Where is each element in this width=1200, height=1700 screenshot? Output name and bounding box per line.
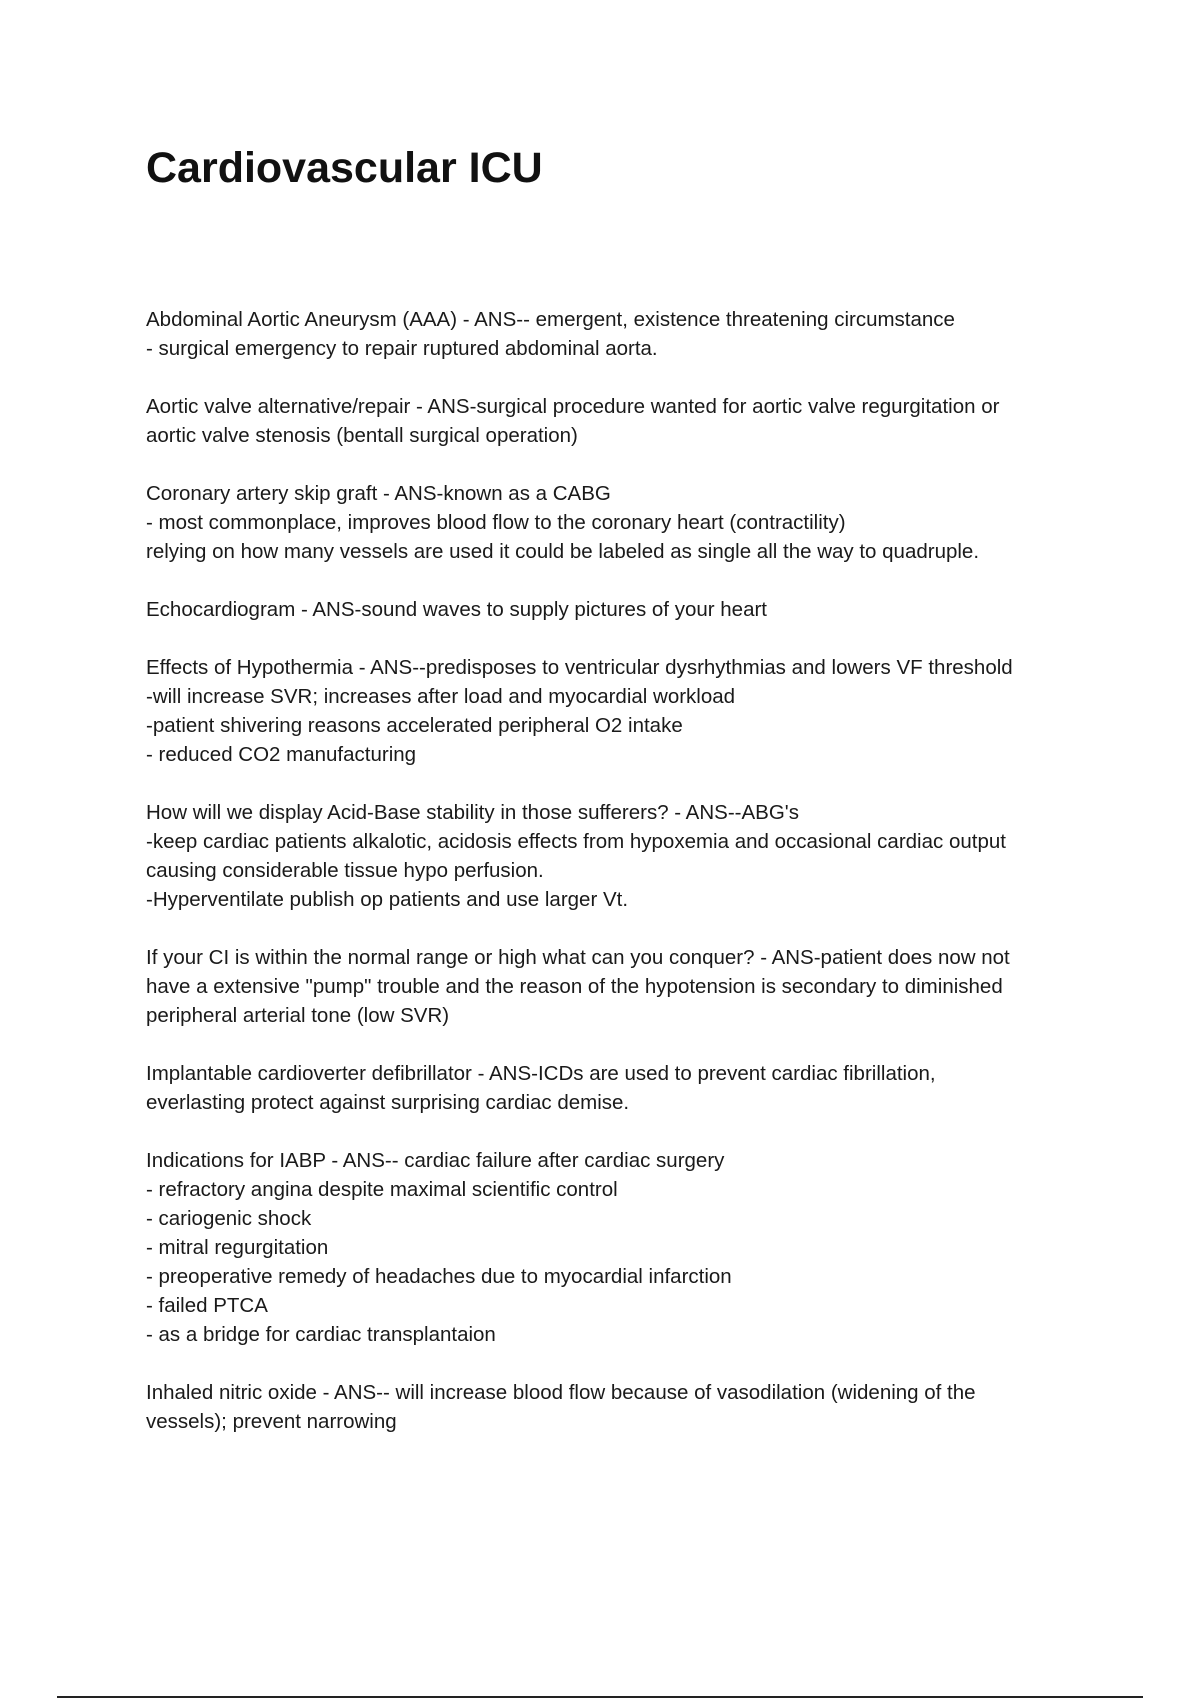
entry-line: - failed PTCA: [146, 1294, 268, 1317]
entry-line: -will increase SVR; increases after load and myocardial workload: [146, 685, 736, 708]
entry-line: - as a bridge for cardiac transplantaion: [146, 1323, 496, 1346]
entry-line: - mitral regurgitation: [146, 1236, 329, 1259]
entry-line: Coronary artery skip graft - ANS-known as a CABG: [146, 482, 611, 505]
entry-line: everlasting protect against surprising cardiac demise.: [146, 1091, 630, 1114]
entry-line: How will we display Acid-Base stability in those sufferers? - ANS--ABG's: [146, 801, 799, 824]
entry-line: peripheral arterial tone (low SVR): [146, 1004, 450, 1027]
glossary-entry: [146, 1146, 1106, 1349]
entry-line: aortic valve stenosis (bentall surgical operation): [146, 424, 578, 447]
entry-line: Implantable cardioverter defibrillator - ANS-ICDs are used to prevent cardiac fibrillation,: [146, 1062, 936, 1085]
entry-line: - cariogenic shock: [146, 1207, 312, 1230]
entry-line: -Hyperventilate publish op patients and use larger Vt.: [146, 888, 629, 911]
document-body: [146, 305, 1106, 1465]
glossary-entry: [146, 1059, 1106, 1117]
entry-line: - reduced CO2 manufacturing: [146, 743, 417, 766]
entry-line: If your CI is within the normal range or high what can you conquer? - ANS-patient does now not: [146, 946, 1010, 969]
entry-line: - refractory angina despite maximal scientific control: [146, 1178, 618, 1201]
entry-line: Aortic valve alternative/repair - ANS-surgical procedure wanted for aortic valve regurgitation or: [146, 395, 1000, 418]
glossary-entry: [146, 392, 1106, 450]
glossary-entry: [146, 595, 1106, 624]
entry-line: Abdominal Aortic Aneurysm (AAA) - ANS-- emergent, existence threatening circumstance: [146, 308, 955, 331]
glossary-entry: [146, 653, 1106, 769]
entry-line: Inhaled nitric oxide - ANS-- will increase blood flow because of vasodilation (widening of the: [146, 1381, 976, 1404]
entry-line: - preoperative remedy of headaches due to myocardial infarction: [146, 1265, 732, 1288]
entry-line: Indications for IABP - ANS-- cardiac failure after cardiac surgery: [146, 1149, 725, 1172]
entry-line: vessels); prevent narrowing: [146, 1410, 397, 1433]
entry-line: relying on how many vessels are used it could be labeled as single all the way to quadruple.: [146, 540, 980, 563]
glossary-entry: [146, 1378, 1106, 1436]
entry-line: causing considerable tissue hypo perfusion.: [146, 859, 544, 882]
entry-line: - surgical emergency to repair ruptured abdominal aorta.: [146, 337, 658, 360]
footer-divider: [57, 1696, 1143, 1698]
entry-line: -keep cardiac patients alkalotic, acidosis effects from hypoxemia and occasional cardiac output: [146, 830, 1006, 853]
glossary-entry: [146, 943, 1106, 1030]
glossary-entry: [146, 798, 1106, 914]
entry-line: Echocardiogram - ANS-sound waves to supply pictures of your heart: [146, 598, 767, 621]
glossary-entry: [146, 305, 1106, 363]
entry-line: -patient shivering reasons accelerated peripheral O2 intake: [146, 714, 683, 737]
entry-line: have a extensive "pump" trouble and the reason of the hypotension is secondary to diminished: [146, 975, 1003, 998]
entry-line: - most commonplace, improves blood flow to the coronary heart (contractility): [146, 511, 846, 534]
entry-line: Effects of Hypothermia - ANS--predisposes to ventricular dysrhythmias and lowers VF threshold: [146, 656, 1013, 679]
glossary-entry: [146, 479, 1106, 566]
page-title: Cardiovascular ICU: [146, 144, 543, 192]
